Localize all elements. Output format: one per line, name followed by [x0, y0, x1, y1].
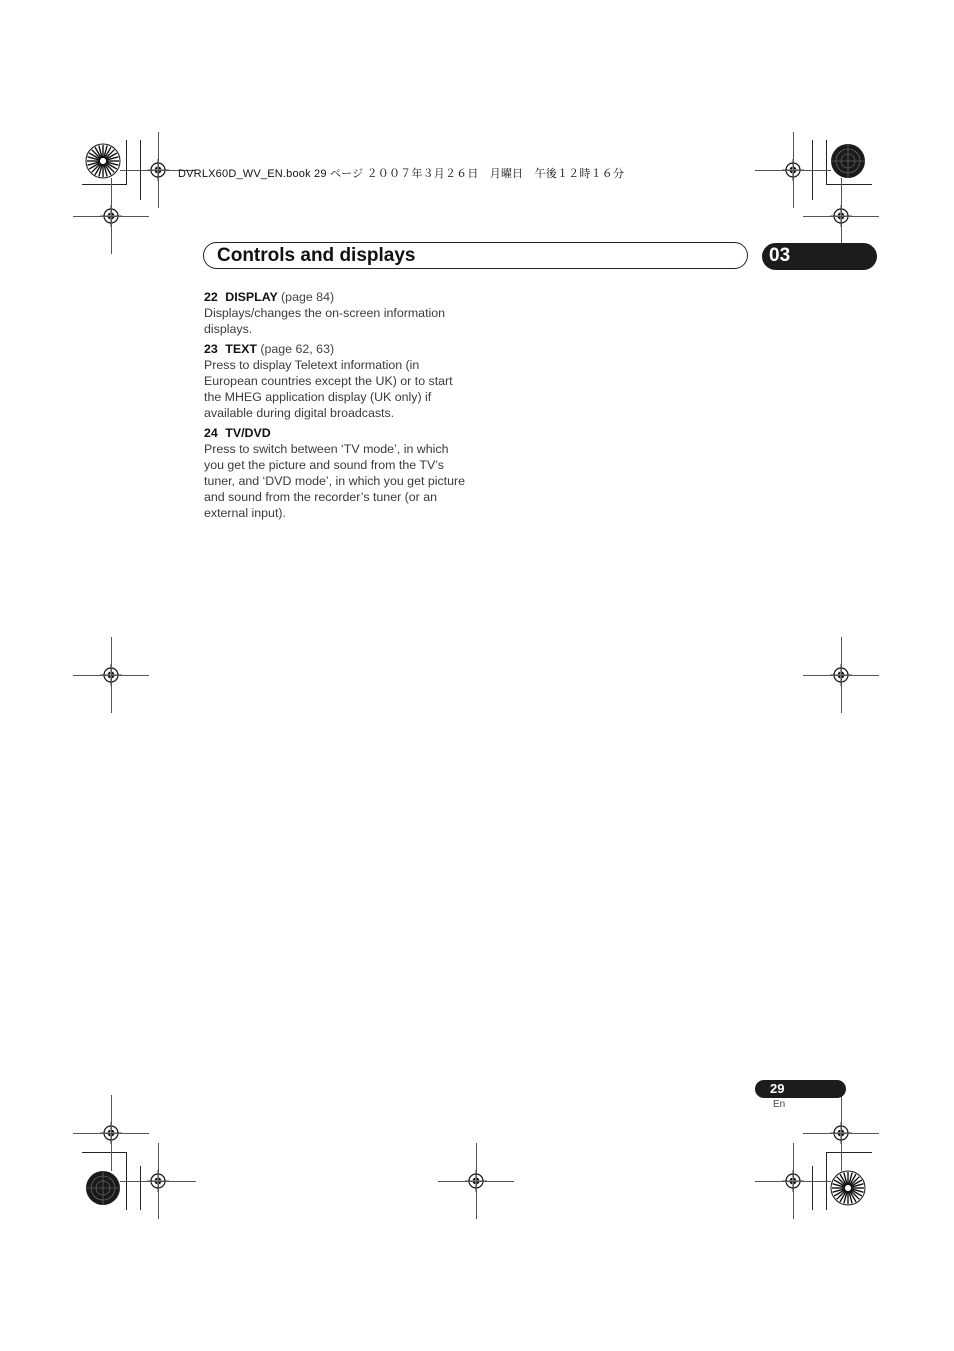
- entry-name: TV/DVD: [225, 426, 271, 440]
- list-item: [204, 425, 466, 521]
- entry-description: Press to switch between ‘TV mode’, in which you get the picture and sound from the TV’s tuner, and ‘DVD mode’, in which you get picture and sound from the recorder’s tuner (or an external input).: [204, 442, 466, 520]
- page-number: 29: [770, 1081, 785, 1096]
- entry-list: [204, 289, 466, 525]
- entry-number: 22: [204, 290, 218, 304]
- section-title: Controls and displays: [217, 245, 416, 266]
- chapter-number: 03: [769, 245, 791, 266]
- file-header: DVRLX60D_WV_EN.book 29 ページ ２００７年３月２６日 月曜日 午後１２時１６分: [178, 168, 625, 180]
- entry-number: 23: [204, 342, 218, 356]
- starburst-mark-icon: [85, 1170, 121, 1206]
- language-code: En: [773, 1099, 786, 1110]
- entry-heading: [204, 289, 466, 305]
- entry-number: 24: [204, 426, 218, 440]
- starburst-mark-icon: [830, 143, 866, 179]
- entry-heading: [204, 425, 466, 441]
- section-heading-bar: [203, 242, 748, 269]
- entry-page-ref: (page 84): [281, 290, 335, 304]
- entry-description: Displays/changes the on-screen information displays.: [204, 306, 446, 336]
- list-item: [204, 289, 466, 337]
- entry-description: Press to display Teletext information (in European countries except the UK) or to start the MHEG application display (UK only) if available during digital broadcasts.: [204, 358, 453, 420]
- list-item: [204, 341, 466, 421]
- entry-name: DISPLAY: [225, 290, 278, 304]
- entry-page-ref: (page 62, 63): [260, 342, 335, 356]
- page-number-badge: [755, 1080, 846, 1098]
- starburst-mark-icon: [830, 1170, 866, 1206]
- chapter-badge: [762, 243, 877, 270]
- starburst-mark-icon: [85, 143, 121, 179]
- entry-name: TEXT: [225, 342, 257, 356]
- entry-heading: [204, 341, 466, 357]
